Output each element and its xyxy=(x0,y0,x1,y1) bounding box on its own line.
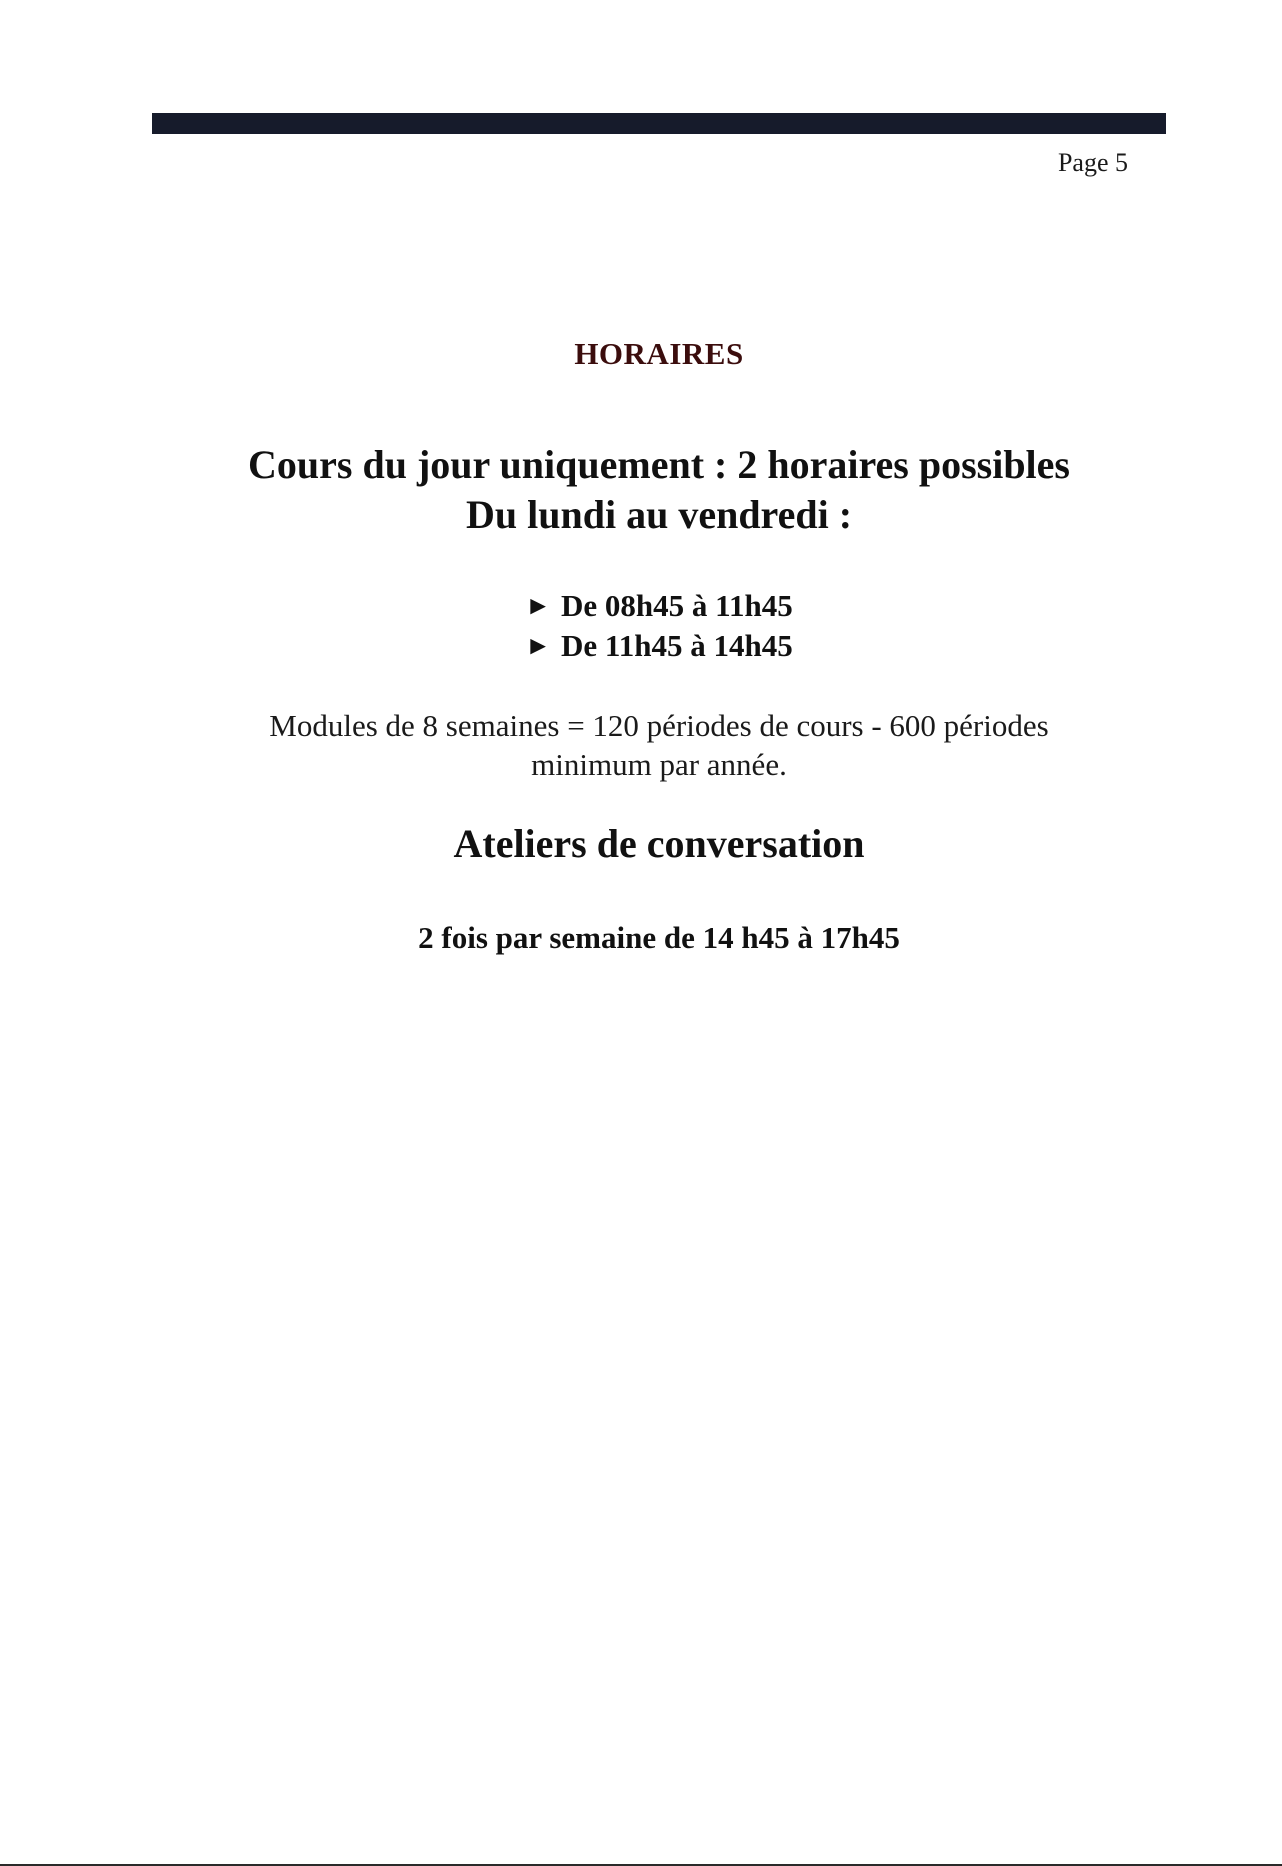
page-number: Page 5 xyxy=(1057,148,1128,177)
schedule-time: De 11h45 à 14h45 xyxy=(561,628,793,663)
schedule-item xyxy=(152,626,1166,666)
workshop-heading: Ateliers de conversation xyxy=(453,821,865,866)
schedule-list xyxy=(152,586,1166,666)
main-heading-line-1: Cours du jour uniquement : 2 horaires possibles xyxy=(248,442,1070,487)
schedule-time: De 08h45 à 11h45 xyxy=(561,588,793,623)
arrow-right-icon: ► xyxy=(525,631,552,660)
main-heading-line-2: Du lundi au vendredi : xyxy=(465,492,853,537)
section-title: HORAIRES xyxy=(574,336,744,371)
main-heading xyxy=(152,440,1166,540)
arrow-right-icon: ► xyxy=(525,591,552,620)
header-bar xyxy=(152,113,1166,134)
schedule-item xyxy=(152,586,1166,626)
workshop-schedule: 2 fois par semaine de 14 h45 à 17h45 xyxy=(418,920,900,955)
modules-description: Modules de 8 semaines = 120 périodes de cours - 600 périodes minimum par année. xyxy=(269,708,1049,782)
